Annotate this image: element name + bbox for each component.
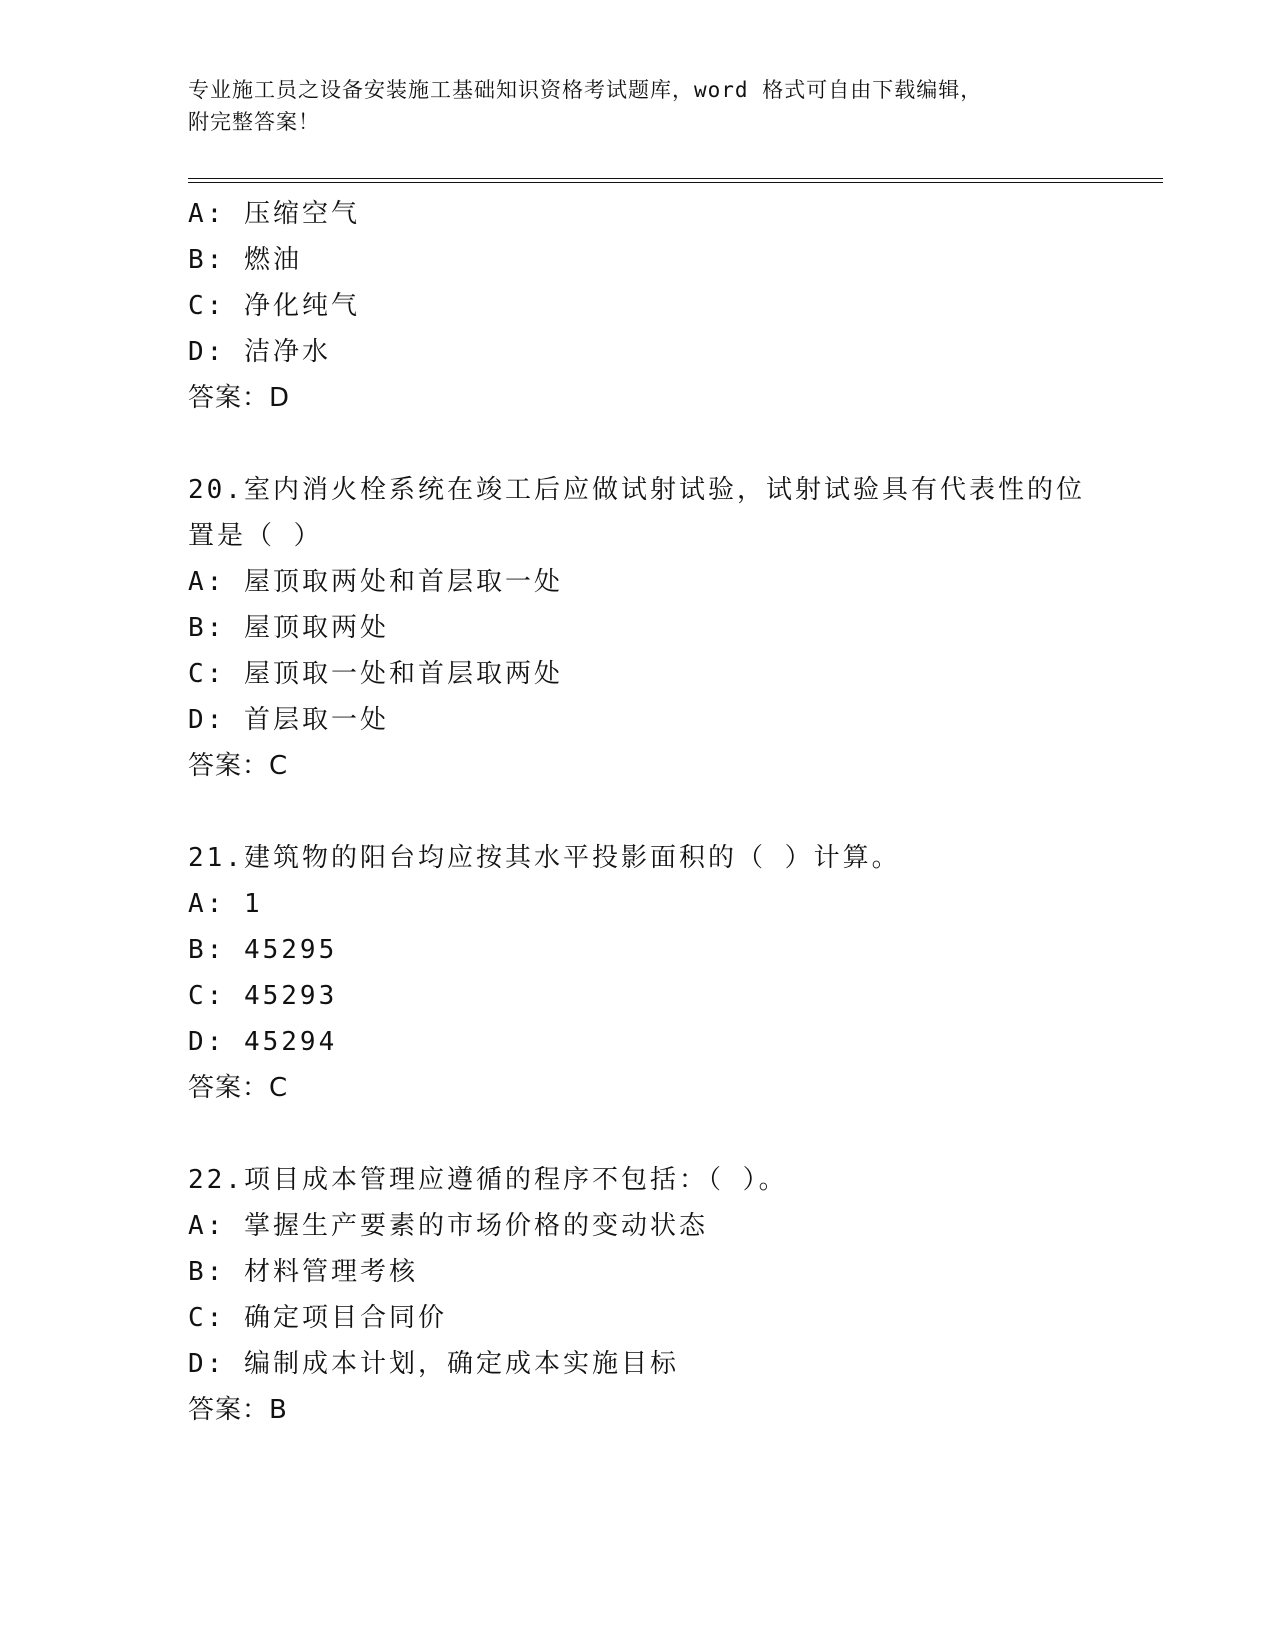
spacer xyxy=(188,1111,1088,1157)
answer: 答案：B xyxy=(188,1395,288,1425)
answer: 答案：C xyxy=(188,1073,289,1103)
spacer xyxy=(188,789,1088,835)
option-d: D: 编制成本计划，确定成本实施目标 xyxy=(188,1349,679,1379)
option-b: B: 屋顶取两处 xyxy=(188,613,389,643)
question-22 xyxy=(188,1157,1088,1433)
option-c: C: 确定项目合同价 xyxy=(188,1303,447,1333)
option-c: C: 45293 xyxy=(188,981,338,1011)
option-b: B: 45295 xyxy=(188,935,338,965)
option-a: A: 压缩空气 xyxy=(188,199,360,229)
question-text: 22.项目成本管理应遵循的程序不包括：（ ）。 xyxy=(188,1165,788,1195)
option-c: C: 屋顶取一处和首层取两处 xyxy=(188,659,563,689)
option-d: D: 首层取一处 xyxy=(188,705,389,735)
spacer xyxy=(188,421,1088,467)
question-list xyxy=(188,191,1088,1433)
option-b: B: 燃油 xyxy=(188,245,302,275)
header-line-1: 专业施工员之设备安装施工基础知识资格考试题库，word 格式可自由下载编辑， xyxy=(188,78,983,102)
option-a: A: 屋顶取两处和首层取一处 xyxy=(188,567,563,597)
option-b: B: 材料管理考核 xyxy=(188,1257,418,1287)
option-c: C: 净化纯气 xyxy=(188,291,360,321)
question-text-line-2: 置是（ ） xyxy=(188,521,323,551)
header-divider xyxy=(188,178,1163,183)
option-d: D: 45294 xyxy=(188,1027,338,1057)
question-19-partial xyxy=(188,191,1088,421)
question-text-line-1: 20.室内消火栓系统在竣工后应做试射试验，试射试验具有代表性的位 xyxy=(188,475,1085,505)
option-a: A: 1 xyxy=(188,889,263,919)
answer: 答案：C xyxy=(188,751,289,781)
question-21 xyxy=(188,835,1088,1111)
option-a: A: 掌握生产要素的市场价格的变动状态 xyxy=(188,1211,708,1241)
question-text: 21.建筑物的阳台均应按其水平投影面积的（ ）计算。 xyxy=(188,843,901,873)
option-d: D: 洁净水 xyxy=(188,337,331,367)
document-header xyxy=(188,74,1068,138)
answer: 答案：D xyxy=(188,383,291,413)
header-line-2: 附完整答案！ xyxy=(188,110,320,134)
question-20 xyxy=(188,467,1088,789)
